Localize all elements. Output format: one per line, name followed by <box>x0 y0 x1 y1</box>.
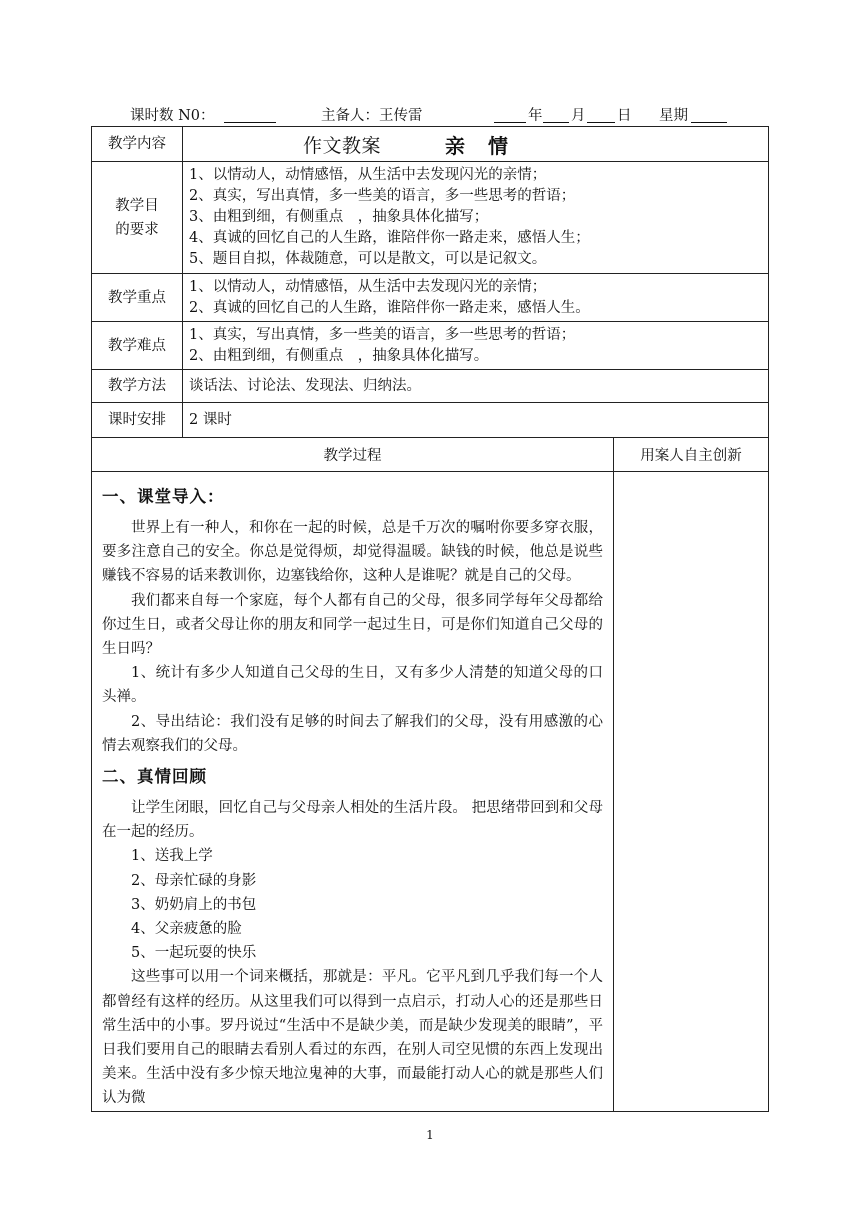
section2-item: 5、一起玩耍的快乐 <box>131 945 257 962</box>
difficulties-row <box>92 322 769 370</box>
goal-item: 1、以情动人，动情感悟，从生活中去发现闪光的亲情； <box>189 167 547 183</box>
goal-item: 3、由粗到细，有侧重点 ，抽象具体化描写； <box>189 209 489 225</box>
year-label: 年 <box>528 108 543 124</box>
method-value: 谈话法、讨论法、发现法、归纳法。 <box>183 370 769 403</box>
year-blank <box>494 106 526 123</box>
innovation-label: 用案人自主创新 <box>614 438 769 472</box>
key-points-label: 教学重点 <box>92 274 183 322</box>
section2-conclusion: 这些事可以用一个词来概括，那就是：平凡。它平凡到几乎我们每一个人都曾经有这样的经历。从这里我们可以得到一点启示，打动人心的还是那些日常生活中的小事。罗丹说过“生活中不是缺少美，而是缺少发现美的眼睛”，平日我们要用自己的眼睛去看别人看过的东西，在别人司空见惯的东西上发现出美来。生活中没有多少惊天地泣鬼神的大事，而最能打动人心的就是那些人们认为微 <box>102 969 603 1107</box>
schedule-value: 2 课时 <box>183 403 769 438</box>
process-label: 教学过程 <box>92 438 614 472</box>
section1-paragraph: 我们都来自每一个家庭，每个人都有自己的父母，很多同学每年父母都给你过生日，或者父母让你的朋友和同学一起过生日，可是你们知道自己父母的生日吗？ <box>102 592 603 658</box>
goals-label-line1: 教学目 <box>115 197 159 214</box>
section2-intro: 让学生闭眼，回忆自己与父母亲人相处的生活片段。 把思绪带回到和父母在一起的经历。 <box>102 800 603 841</box>
section2-item: 2、母亲忙碌的身影 <box>131 872 257 889</box>
section2-item: 1、送我上学 <box>131 848 213 865</box>
page-number: 1 <box>426 1128 434 1142</box>
schedule-label: 课时安排 <box>92 403 183 438</box>
section1-title: 一、课堂导入： <box>102 487 225 506</box>
content-row <box>92 127 769 162</box>
method-row <box>92 370 769 403</box>
goals-list <box>183 162 769 274</box>
content-title-left: 作文教案 <box>303 135 382 157</box>
goal-item: 5、题目自拟，体裁随意，可以是散文，可以是记叙文。 <box>189 251 547 267</box>
section2-item: 3、奶奶肩上的书包 <box>131 896 257 913</box>
goals-label-line2: 的要求 <box>115 221 159 238</box>
lesson-number-blank <box>224 106 276 123</box>
month-blank <box>543 106 569 123</box>
process-body <box>92 472 614 1112</box>
goal-item: 4、真诚的回忆自己的人生路，谁陪伴你一路走来，感悟人生； <box>189 230 590 246</box>
process-header-row <box>92 438 769 472</box>
key-points-list <box>183 274 769 322</box>
weekday-label: 星期 <box>659 108 688 124</box>
day-label: 日 <box>617 108 632 124</box>
lesson-plan-table <box>91 126 769 1112</box>
key-point-item: 1、以情动人，动情感悟，从生活中去发现闪光的亲情； <box>189 278 547 295</box>
weekday-blank <box>691 106 727 123</box>
section1-paragraph: 世界上有一种人，和你在一起的时候，总是千万次的嘱咐你要多穿衣服，要多注意自己的安全。你总是觉得烦，却觉得温暖。缺钱的时候，他总是说些赚钱不容易的话来教训你，边塞钱给你，这种人是谁呢？就是自己的父母。 <box>102 520 603 585</box>
content-title-right: 亲 情 <box>445 134 516 158</box>
month-label: 月 <box>571 108 586 124</box>
process-body-row <box>92 472 769 1112</box>
lesson-number-label: 课时数 N0： <box>130 108 215 124</box>
goals-row <box>92 162 769 274</box>
goals-label <box>92 162 183 274</box>
section1-paragraph: 2、导出结论：我们没有足够的时间去了解我们的父母，没有用感激的心情去观察我们的父母。 <box>102 713 603 754</box>
day-blank <box>587 106 615 123</box>
difficulties-list <box>183 322 769 370</box>
schedule-row <box>92 403 769 438</box>
preparer-label: 主备人：王传雷 <box>321 108 423 124</box>
section2-title: 二、真情回顾 <box>102 767 207 787</box>
section2-item: 4、父亲疲惫的脸 <box>131 921 242 938</box>
content-title <box>183 127 769 162</box>
difficulty-item: 2、由粗到细，有侧重点 ，抽象具体化描写。 <box>189 347 489 364</box>
method-label: 教学方法 <box>92 370 183 403</box>
section1-paragraph: 1、统计有多少人知道自己父母的生日，又有多少人清楚的知道父母的口头禅。 <box>102 665 603 706</box>
innovation-notes-cell <box>614 472 769 1112</box>
lesson-header <box>130 106 770 126</box>
content-label: 教学内容 <box>92 127 183 162</box>
key-points-row <box>92 274 769 322</box>
difficulty-item: 1、真实，写出真情，多一些美的语言，多一些思考的哲语； <box>189 326 576 343</box>
key-point-item: 2、真诚的回忆自己的人生路，谁陪伴你一路走来，感悟人生。 <box>189 299 590 316</box>
difficulties-label: 教学难点 <box>92 322 183 370</box>
goal-item: 2、真实，写出真情，多一些美的语言，多一些思考的哲语； <box>189 188 576 204</box>
